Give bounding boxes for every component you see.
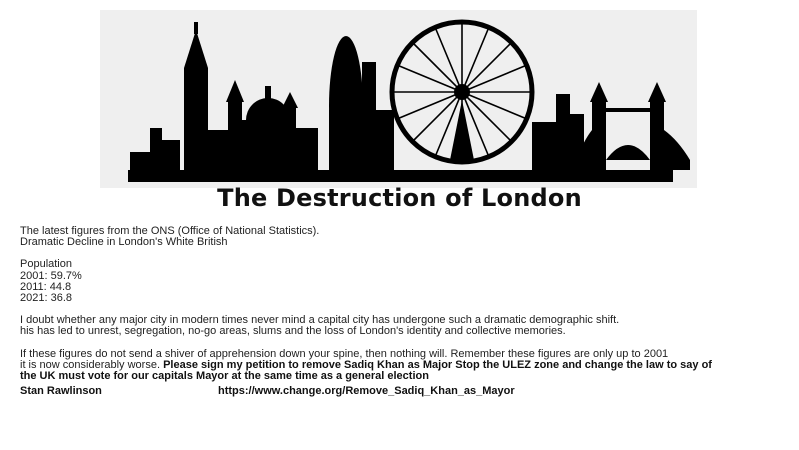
population-row: 2011: 44.8 [20,280,72,293]
paragraph-text: it is now considerably worse. [20,358,161,371]
petition-call: the UK must vote for our capitals Mayor at the same time as a general election [20,370,429,383]
article-body [20,226,790,397]
author-name: Stan Rawlinson [20,385,102,398]
intro-line: The latest figures from the ONS (Office of National Statistics). [20,225,320,237]
page-title: The Destruction of London [217,184,582,212]
population-row: 2021: 36.8 [20,292,72,305]
population-heading: Population [20,258,72,271]
petition-link: https://www.change.org/Remove_Sadiq_Khan_as_Mayor [218,385,515,398]
population-row: 2001: 59.7% [20,269,82,282]
paragraph-line: I doubt whether any major city in modern times never mind a capital city has undergone such a dramatic demographic shift. [20,314,620,327]
intro-line: Dramatic Decline in London's White British [20,236,228,249]
petition-call: Please sign my petition to remove Sadiq Khan as Major Stop the ULEZ zone and change the law to say of [160,358,712,371]
paragraph-line: If these figures do not send a shiver of apprehension down your spine, then nothing will. Remember these figures are only up to 2001 [20,347,669,360]
paragraph-line: his has led to unrest, segregation, no-go areas, slums and the loss of London's identity and collective memories. [20,325,566,338]
london-skyline-icon [100,10,697,188]
signature-row [20,386,790,397]
london-skyline-banner [100,10,697,188]
